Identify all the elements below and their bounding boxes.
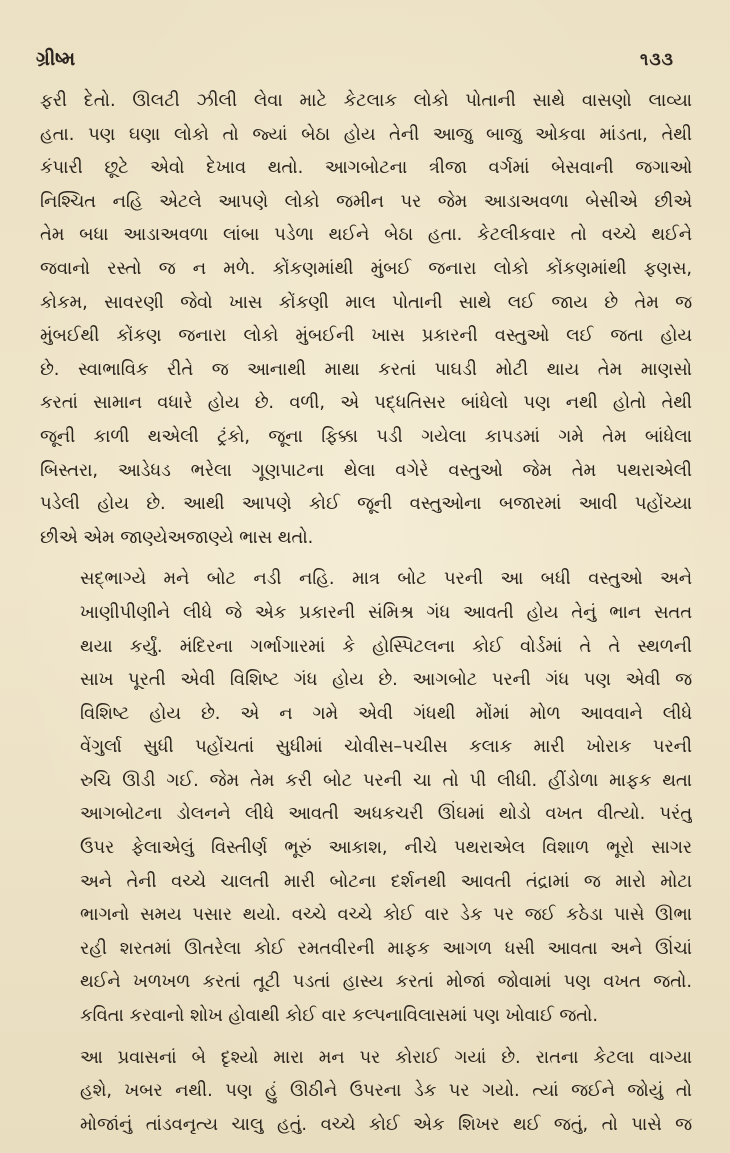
paragraph-3 [40, 1041, 692, 1142]
text-line: ફરી દેતો. ઊલટી ઝીલી લેવા માટે કેટલાક લોકો પોતાની સાથે વાસણો લાવ્યા [40, 90, 692, 111]
running-head: ગ્રીષ્મ [36, 48, 76, 70]
text-line: બિસ્તરા, આડેધડ ભરેલા ગૂણપાટના થેલા વગેરે વસ્તુઓ જેમ તેમ પથરાએલી [40, 459, 692, 481]
text-line: છીએ એમ જાણ્યેઅજાણ્યે ભાસ થતો. [40, 526, 314, 548]
text-line: હતા. પણ ઘણા લોકો તો જ્યાં બેઠા હોય તેની આજુ બાજુ ઓકવા માંડતા, તેથી [40, 123, 692, 145]
text-line: તેમ બધા આડાઅવળા લાંબા પડેળા થઈને બેઠા હતા. કેટલીકવાર તો વચ્ચે થઈને [40, 224, 692, 246]
text-line: મુંબઈથી કોંકણ જનારા લોકો મુંબઈની ખાસ પ્રકારની વસ્તુઓ લઈ જતા હોય [40, 325, 692, 347]
body-text [40, 84, 692, 1141]
text-line: સાખ પૂરતી એવી વિશિષ્ટ ગંધ હોય છે. આગબોટ પરની ગંધ પણ એવી જ [80, 669, 692, 691]
text-line: જવાનો રસ્તો જ ન મળે. કોંકણમાંથી મુંબઈ જનારા લોકો કોંકણમાંથી ફણસ, [40, 257, 692, 279]
text-line: કંપારી છૂટે એવો દેખાવ થતો. આગબોટના ત્રીજા વર્ગમાં બેસવાની જગાઓ [40, 157, 692, 179]
page-number: ૧૩૩ [640, 50, 674, 70]
text-line: રુચિ ઊડી ગઈ. જેમ તેમ કરી બોટ પરની ચા તો પી લીધી. હીંડોળા માફક થતા [80, 769, 692, 791]
text-line: કોકમ, સાવરણી જેવો ખાસ કોંકણી માલ પોતાની સાથે લઈ જાય છે તેમ જ [40, 291, 692, 313]
text-line: આગબોટના ડોલનને લીધે આવતી અધકચરી ઊંઘમાં થોડો વખત વીત્યો. પરંતુ [80, 803, 692, 825]
text-line: નિશ્ચિત નહિ એટલે આપણે લોકો જમીન પર જેમ આડાઅવળા બેસીએ છીએ [40, 190, 692, 212]
text-line: ઉપર ફેલાએલું વિસ્તીર્ણ ભૂરું આકાશ, નીચે પથરાએલ વિશાળ ભૂરો સાગર [80, 837, 692, 859]
text-line: પડેલી હોય છે. આથી આપણે કોઈ જૂની વસ્તુઓના બજારમાં આવી પહોંચ્યા [40, 493, 692, 515]
text-line: ભાગનો સમય પસાર થયો. વચ્ચે વચ્ચે કોઈ વાર ડેક પર જઈ કઠેડા પાસે ઊભા [80, 904, 692, 926]
paragraph-2 [40, 562, 692, 1032]
text-line: ખાણીપીણીને લીધે જે એક પ્રકારની સંમિશ્ર ગંધ આવતી હોય તેનું ભાન સતત [80, 601, 692, 623]
text-line: અને તેની વચ્ચે ચાલતી મારી બોટના દર્શનથી આવતી તંદ્રામાં જ મારો મોટા [80, 870, 692, 892]
paragraph-1 [40, 84, 692, 554]
text-line: વેંગુર્લા સુધી પહોંચતાં સુધીમાં ચોવીસ–પચીસ કલાક મારી ખોરાક પરની [80, 736, 692, 758]
text-line: સદ્ભાગ્યે મને બોટ નડી નહિ. માત્ર બોટ પરની આ બધી વસ્તુઓ અને [80, 568, 692, 590]
text-line: મોજાંનું તાંડવનૃત્ય ચાલુ હતું. વચ્ચે કોઈ એક શિખર થઈ જતું, તો પાસે જ [80, 1113, 692, 1135]
text-line: આ પ્રવાસનાં બે દૃશ્યો મારા મન પર કોરાઈ ગયાં છે. રાતના કેટલા વાગ્યા [80, 1046, 692, 1068]
text-line: કવિતા કરવાનો શોખ હોવાથી કોઈ વાર કલ્પનાવિલાસમાં પણ ખોવાઈ જતો. [80, 1005, 599, 1027]
text-line: છે. સ્વાભાવિક રીતે જ આનાથી માથા કરતાં પાઘડી મોટી થાય તેમ માણસો [40, 358, 692, 380]
text-line: થઈને ખળખળ કરતાં તૂટી પડતાં હાસ્ય કરતાં મોજાં જોવામાં પણ વખત જતો. [80, 971, 692, 993]
text-line: રહી શરતમાં ઊતરેલા કોઈ રમતવીરની માફક આગળ ધસી આવતા અને ઊંચાં [80, 937, 692, 959]
text-line: જૂની કાળી થએલી ટ્રંકો, જૂના ફિક્કા પડી ગયેલા કાપડમાં ગમે તેમ બાંધેલા [40, 425, 692, 447]
text-line: થયા કર્યું. મંદિરના ગર્ભાગારમાં કે હોસ્પિટલના કોઈ વોર્ડમાં તે તે સ્થળની [80, 635, 692, 657]
text-line: હશે, ખબર નથી. પણ હું ઊઠીને ઉપરના ડેક પર ગયો. ત્યાં જઈને જોયું તો [80, 1080, 692, 1102]
text-line: વિશિષ્ટ હોય છે. એ ન ગમે એવી ગંધથી મોંમાં મોળ આવવાને લીધે [80, 702, 692, 724]
text-line: કરતાં સામાન વધારે હોય છે. વળી, એ પદ્ધતિસર બાંધેલો પણ નથી હોતો તેથી [40, 392, 692, 414]
